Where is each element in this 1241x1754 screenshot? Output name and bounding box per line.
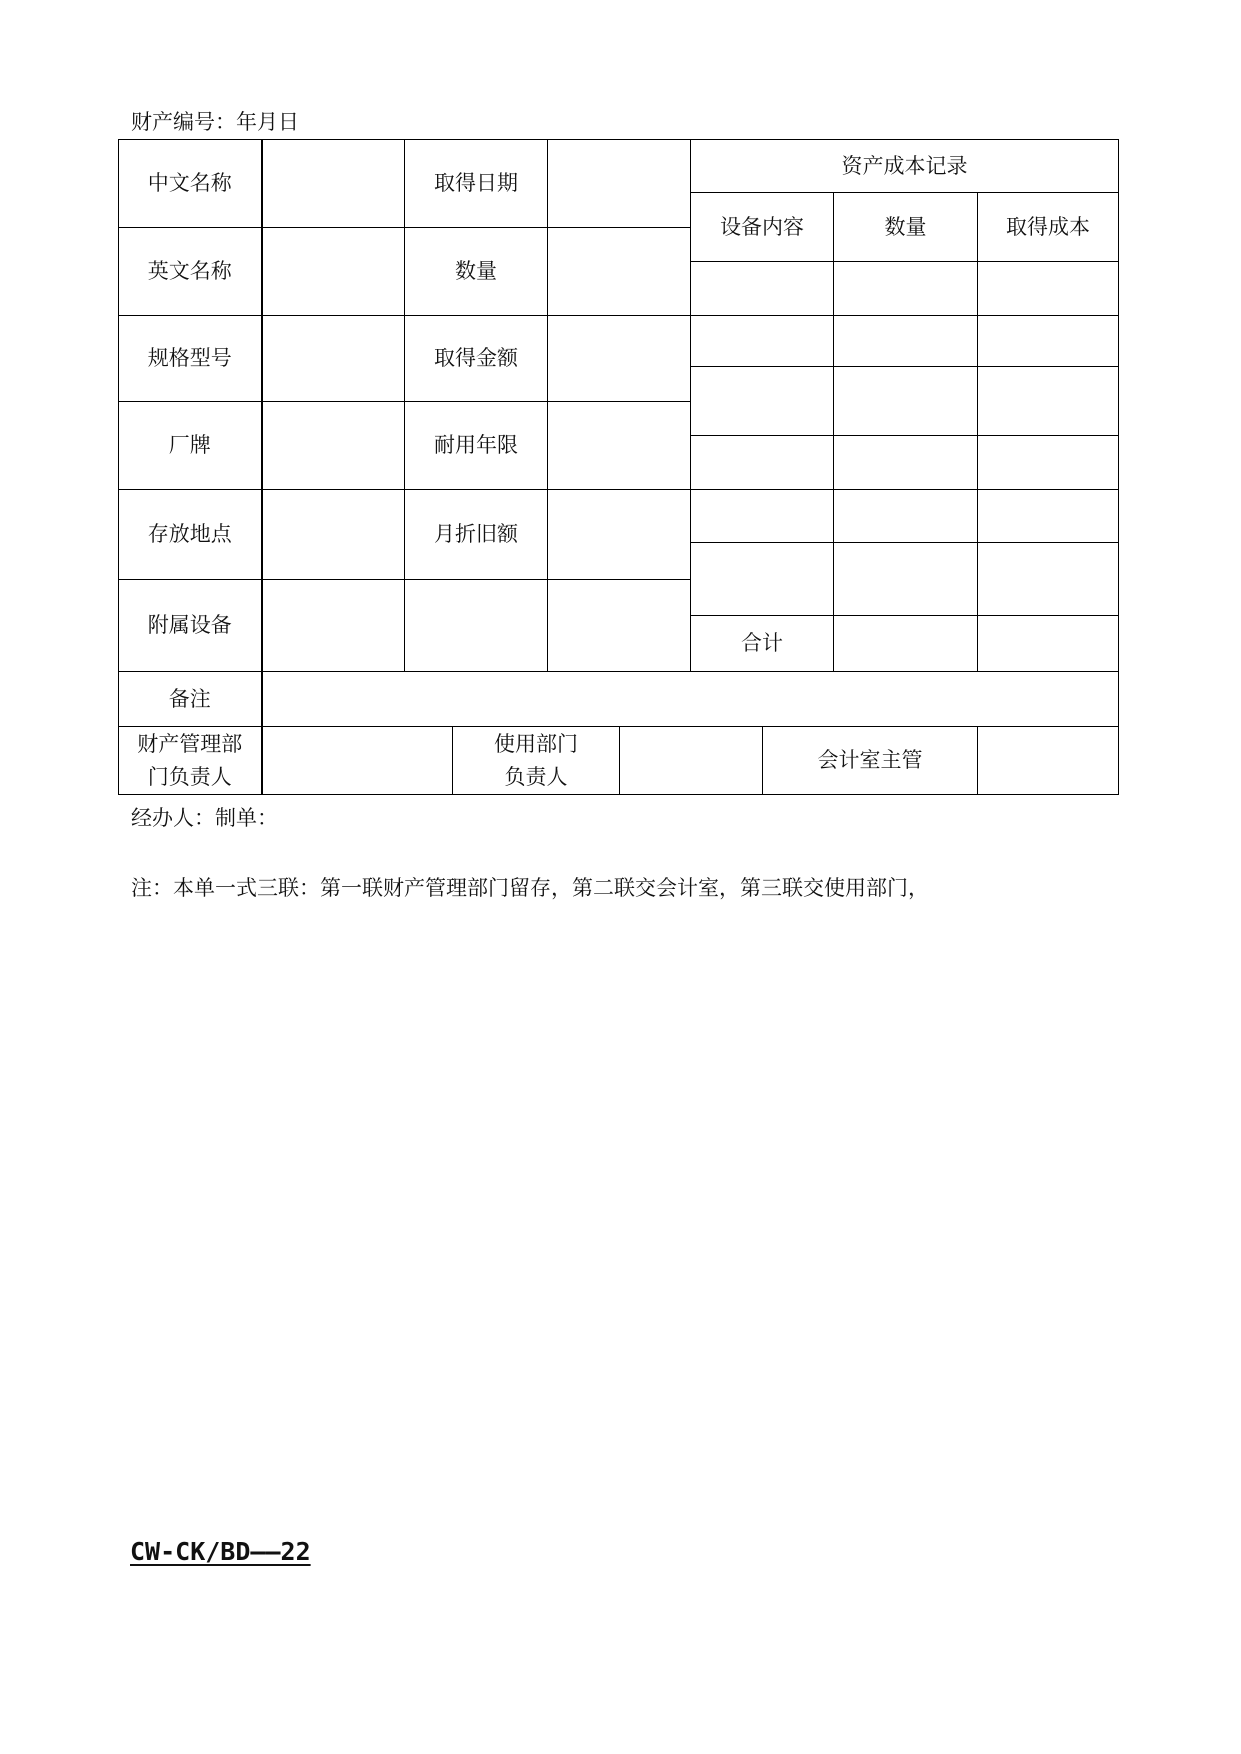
col-equipment-content: 设备内容 xyxy=(691,193,834,262)
label-accessories: 附属设备 xyxy=(119,580,262,672)
col-acq-cost: 取得成本 xyxy=(978,193,1119,262)
handler-line: 经办人：制单： xyxy=(131,806,278,830)
asset-card-form xyxy=(118,139,1118,795)
value-acq-date[interactable] xyxy=(548,140,691,228)
cost-qty-cell[interactable] xyxy=(834,436,978,490)
value-service-life[interactable] xyxy=(548,402,691,490)
copies-note: 注：本单一式三联：第一联财产管理部门留存，第二联交会计室，第三联交使用部门， xyxy=(131,876,929,900)
label-use-dept-head-line2: 负责人 xyxy=(504,764,568,789)
label-en-name: 英文名称 xyxy=(119,228,262,316)
cost-record-title: 资产成本记录 xyxy=(691,140,1119,193)
total-label: 合计 xyxy=(691,616,834,672)
cost-amount-cell[interactable] xyxy=(978,316,1119,367)
label-accounting-head: 会计室主管 xyxy=(763,727,978,795)
value-en-name[interactable] xyxy=(262,228,405,316)
value-quantity[interactable] xyxy=(548,228,691,316)
cost-amount-cell[interactable] xyxy=(978,262,1119,316)
cost-content-cell[interactable] xyxy=(691,543,834,616)
cost-content-cell[interactable] xyxy=(691,436,834,490)
cost-amount-cell[interactable] xyxy=(978,490,1119,543)
cost-content-cell[interactable] xyxy=(691,262,834,316)
cost-content-cell[interactable] xyxy=(691,367,834,436)
label-prop-dept-head-line2: 门负责人 xyxy=(147,764,232,789)
label-cn-name: 中文名称 xyxy=(119,140,262,228)
value-monthly-depr[interactable] xyxy=(548,490,691,580)
cost-qty-cell[interactable] xyxy=(834,367,978,436)
label-service-life: 耐用年限 xyxy=(405,402,548,490)
sign-accounting-head[interactable] xyxy=(978,727,1119,795)
label-spec: 规格型号 xyxy=(119,316,262,402)
value-brand[interactable] xyxy=(262,402,405,490)
cost-qty-cell[interactable] xyxy=(834,262,978,316)
col-quantity: 数量 xyxy=(834,193,978,262)
label-remarks: 备注 xyxy=(119,672,262,727)
cost-content-cell[interactable] xyxy=(691,490,834,543)
label-prop-dept-head xyxy=(119,727,262,795)
label-use-dept-head-line1: 使用部门 xyxy=(494,731,578,756)
total-qty-cell[interactable] xyxy=(834,616,978,672)
label-location: 存放地点 xyxy=(119,490,262,580)
label-use-dept-head xyxy=(453,727,620,795)
cost-amount-cell[interactable] xyxy=(978,367,1119,436)
label-brand: 厂牌 xyxy=(119,402,262,490)
asset-card-table xyxy=(118,139,1119,795)
value-remarks[interactable] xyxy=(262,672,1119,727)
sign-use-dept-head[interactable] xyxy=(620,727,763,795)
cost-content-cell[interactable] xyxy=(691,316,834,367)
label-acq-amount: 取得金额 xyxy=(405,316,548,402)
document-code: CW-CK/BD——22 xyxy=(130,1537,311,1566)
cost-qty-cell[interactable] xyxy=(834,316,978,367)
cost-qty-cell[interactable] xyxy=(834,543,978,616)
value-accessories-3[interactable] xyxy=(548,580,691,672)
property-number-header: 财产编号：年月日 xyxy=(131,110,299,134)
sign-prop-dept-head[interactable] xyxy=(262,727,453,795)
cost-qty-cell[interactable] xyxy=(834,490,978,543)
total-cost-cell[interactable] xyxy=(978,616,1119,672)
value-spec[interactable] xyxy=(262,316,405,402)
value-accessories-2[interactable] xyxy=(405,580,548,672)
label-prop-dept-head-line1: 财产管理部 xyxy=(137,731,243,756)
value-location[interactable] xyxy=(262,490,405,580)
label-monthly-depr: 月折旧额 xyxy=(405,490,548,580)
value-acq-amount[interactable] xyxy=(548,316,691,402)
value-accessories-1[interactable] xyxy=(262,580,405,672)
cost-amount-cell[interactable] xyxy=(978,436,1119,490)
label-acq-date: 取得日期 xyxy=(405,140,548,228)
cost-amount-cell[interactable] xyxy=(978,543,1119,616)
value-cn-name[interactable] xyxy=(262,140,405,228)
label-quantity: 数量 xyxy=(405,228,548,316)
